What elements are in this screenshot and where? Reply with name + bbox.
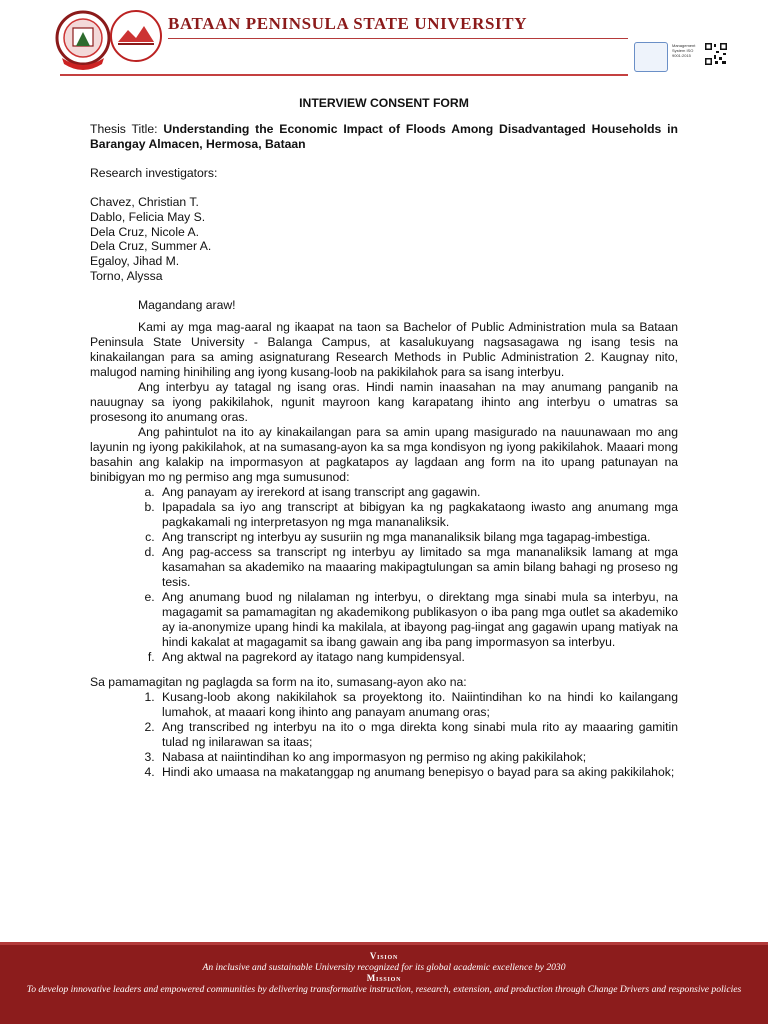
condition-item: c. Ang transcript ng interbyu ay susuriin ng mga mananaliksik bilang mga tagapag-imbestiga.: [158, 530, 678, 545]
campus-logo-icon: [108, 8, 164, 64]
header-band: [168, 38, 628, 74]
consent-form-body: [90, 96, 678, 780]
condition-item: a. Ang panayam ay irerekord at isang transcript ang gagawin.: [158, 485, 678, 500]
thesis-title-line: [90, 122, 678, 152]
vision-text: An inclusive and sustainable University recognized for its global academic excellence by 2030: [202, 962, 566, 973]
investigator-name: Egaloy, Jihad M.: [90, 254, 180, 269]
agreement-item: 4. Hindi ako umaasa na makatanggap ng anumang benepisyo o bayad para sa aking pakikilahok;: [158, 765, 678, 780]
consent-paragraph: Ang pahintulot na ito ay kinakailangan para sa amin upang masigurado na nauunawaan mo ang layunin ng iyong pakikilahok, at na sumasang-ayon ka sa mga kondisyon ng iyong pakikilahok. Maaari mong basahin ang kalakip na impormasyon at pagkatapos ay lagdaan ang form na ito upang patunayan na binibigyan mo ng permiso ang mga sumusunod:: [90, 424, 678, 484]
mission-text: To develop innovative leaders and empowered communities by delivering transformative instruction, research, extension, and production through Change Drivers and responsive policies: [26, 984, 742, 995]
thesis-label: Thesis Title:: [90, 122, 164, 136]
condition-item: d. Ang pag-access sa transcript ng interbyu ay limitado sa mga mananaliksik lamang at mga kasamahan sa akademiko na maaaring makipagtulungan sa amin bilang bahagi ng proseso ng tesis.: [158, 545, 678, 590]
investigators-list: [90, 195, 678, 284]
qr-code-icon: [704, 42, 728, 66]
certification-text: Management System ISO 9001:2015: [672, 43, 696, 58]
agreements-list: [138, 690, 678, 780]
investigator-name: Chavez, Christian T.: [90, 195, 199, 209]
investigator-name: Dela Cruz, Nicole A.: [90, 224, 200, 239]
conditions-list: [138, 485, 678, 665]
agreement-item: 1. Kusang-loob akong nakikilahok sa proyektong ito. Naiintindihan ko na hindi ko kailangang lumahok, at maaari kong ihinto ang panayam anumang oras;: [158, 690, 678, 720]
investigators-label: Research investigators:: [90, 166, 218, 180]
vision-mission-footer: [0, 942, 768, 1024]
investigator-name: Dablo, Felicia May S.: [90, 209, 206, 224]
certification-badge: [628, 40, 768, 76]
investigator-name: Torno, Alyssa: [90, 268, 163, 283]
form-title: INTERVIEW CONSENT FORM: [299, 96, 469, 110]
letterhead: [0, 0, 768, 82]
tuv-certification-icon: [634, 42, 668, 72]
duration-paragraph: Ang interbyu ay tatagal ng isang oras. Hindi namin inaasahan na may anumang panganib na nauugnay sa iyong pakikilahok, ngunit mayroon kang karapatang ihinto ang interbyu o umatras sa prosesong ito anumang oras.: [90, 379, 678, 424]
investigator-name: Dela Cruz, Summer A.: [90, 239, 212, 254]
university-name: BATAAN PENINSULA STATE UNIVERSITY: [168, 14, 528, 33]
greeting: Magandang araw!: [138, 297, 236, 312]
condition-item: f. Ang aktwal na pagrekord ay itatago nang kumpidensyal.: [158, 650, 678, 665]
condition-item: e. Ang anumang buod ng nilalaman ng interbyu, o direktang mga sinabi mula sa interbyu, na magagamit sa pamamagitan ng akademikong publikasyon o iba pang mga outlet sa akademiko ay ia-anonymize upang hindi ka makilala, at ibayong pag-iingat ang gagawin upang matiyak na hindi kakalat at magagamit sa ibang gawain ang iba pang impormasyon sa interbyu.: [158, 590, 678, 650]
agreement-item: 2. Ang transcribed ng interbyu na ito o mga direkta kong sinabi mula rito ay maaaring gamitin tulad ng inilarawan sa itaas;: [158, 720, 678, 750]
condition-item: b. Ipapadala sa iyo ang transcript at bibigyan ka ng pagkakataong iwasto ang anumang mga pagkakamali ng interpretasyon ng mga mananaliksik.: [158, 500, 678, 530]
intro-paragraph: Kami ay mga mag-aaral ng ikaapat na taon sa Bachelor of Public Administration mula sa Bataan Peninsula State University - Balanga Campus, at kasalukuyang nagsasagawa ng isang tesis na kinakailangan para sa aming asignaturang Research Methods in Public Administration 2. Kaugnay nito, malugod naming hinihiling ang iyong kusang-loob na pakikilahok para sa isang interbyu.: [90, 319, 678, 379]
vision-heading: Vision: [369, 951, 399, 961]
thesis-title: Understanding the Economic Impact of Floods Among Disadvantaged Households in Barangay Almacen, Hermosa, Bataan: [90, 122, 679, 151]
agreement-lead: Sa pamamagitan ng paglagda sa form na ito, sumasang-ayon ako na:: [90, 674, 467, 689]
mission-heading: Mission: [366, 973, 402, 983]
agreement-item: 3. Nabasa at naiintindihan ko ang impormasyon ng permiso ng aking pakikilahok;: [158, 750, 678, 765]
university-seal-icon: [54, 6, 112, 74]
